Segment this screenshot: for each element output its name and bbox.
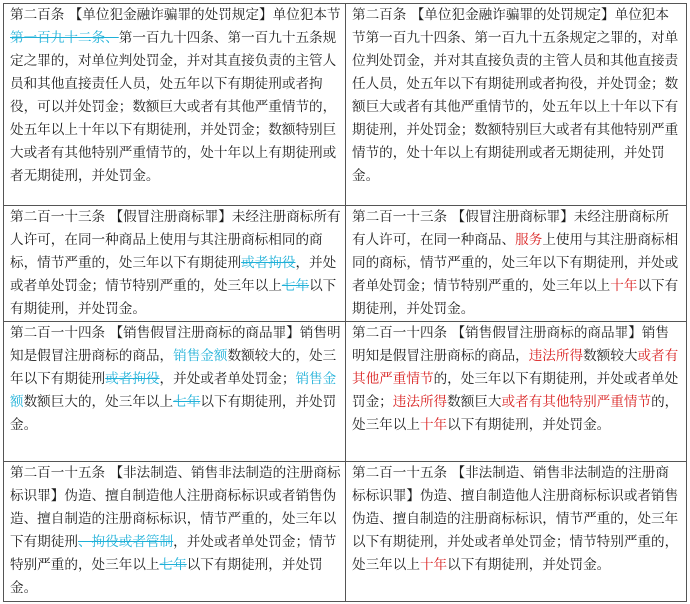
added-text: 违法所得 [528,348,584,364]
article-text: 数额巨大 [447,394,502,410]
article-text: 第二百一十三条 【假冒注册商标罪】未经注册商标所有人许可，在同一种商品上使用与其注册商标相同的商标，情节严重的，处三年以下有期徒刑 [10,209,341,271]
deleted-text: 七年 [173,394,201,410]
added-text: 十年 [419,417,448,433]
article-text: 以下有期徒刑，并处罚金。 [10,278,337,317]
article-text: 第二百一十三条 【假冒注册商标罪】未经注册商标所有人许可，在同一种商品、 [352,209,669,248]
new-article-cell [346,462,687,602]
article-text: 数额较大 [583,348,638,364]
article-text: 数额较大的，处三年以下有期徒刑 [10,348,337,387]
article-text: 以下有期徒刑，并处罚金。 [352,278,679,317]
article-text: 第二百条 【单位犯金融诈骗罪的处罚规定】单位犯本节第一百九十四条、第一百九十五条规定之罪的，对单位判处罚金，并对其直接负责的主管人员和其他直接责任人员，处五年以下有期徒刑或者拘役，并处罚金；数额巨大或者有其他严重情节的，处五年以上十年以下有期徒刑，并处罚金；数额特别巨大或者有其他特别严重情节的，处十年以上有期徒刑或者无期徒刑，并处罚金。 [352,7,679,184]
table-row [4,206,687,322]
deleted-text: 七年 [281,278,310,294]
added-text: 或者有其他特别严重情节 [501,394,652,410]
old-article-cell [4,462,346,602]
table-row [4,4,687,206]
added-text: 十年 [419,557,448,573]
table-row [4,322,687,462]
added-text: 违法所得 [392,394,448,410]
new-article-cell [346,4,687,206]
deleted-text: 、拘役或者管制 [77,534,174,550]
article-text: 以下有期徒刑，并处罚金。 [10,557,323,596]
comparison-table [3,3,687,602]
added-text: 十年 [610,278,638,294]
table-row [4,462,687,602]
article-text: 以下有期徒刑，并处罚金。 [447,417,611,433]
deleted-text: 或者拘役 [105,371,160,387]
article-text: 上使用与其注册商标相同的商标，情节严重的，处三年以下有期徒刑，并处或者单处罚金；情节特别严重的，处三年以上 [352,232,679,294]
article-text: 第一百九十四条、第一百九十五条规定之罪的，对单位判处罚金，并对其直接负责的主管人员和其他直接责任人员，处五年以下有期徒刑或者拘役，可以并处罚金；数额巨大或者有其他严重情节的，处五年以上十年以下有期徒刑，并处罚金；数额特别巨大或者有其他特别严重情节的，处十年以上有期徒刑或者无期徒刑，并处罚金。 [10,30,337,184]
article-text: 第二百一十四条 【销售假冒注册商标的商品罪】销售明知是假冒注册商标的商品， [352,325,669,364]
new-article-cell [346,206,687,322]
article-text: 以下有期徒刑，并处罚金。 [447,557,611,573]
new-article-cell [346,322,687,462]
article-text: 数额巨大的，处三年以上 [23,394,174,410]
article-text: 的，处三年以下有期徒刑，并处或者单处罚金； [352,371,679,410]
article-text: ，并处或者单处罚金；情节特别严重的，处三年以上 [10,534,337,573]
article-text: 第二百一十四条 【销售假冒注册商标的商品罪】销售明知是假冒注册商标的商品， [10,325,341,364]
article-text: 第二百条 【单位犯金融诈骗罪的处罚规定】单位犯本节 [10,7,341,23]
changed-text: 销售金额 [173,348,228,364]
article-text: 第二百一十五条 【非法制造、销售非法制造的注册商标标识罪】伪造、擅自制造他人注册商标标识或者销售伪造、擅自制造的注册商标标识，情节严重的，处三年以下有期徒刑 [10,465,341,550]
deleted-text: 第一百九十二条、 [10,30,119,46]
old-article-cell [4,206,346,322]
article-text: ，并处或者单处罚金；情节特别严重的，处三年以上 [10,255,337,294]
added-text: 服务 [515,232,543,248]
article-text: ，并处或者单处罚金； [159,371,296,387]
article-text: 的，处三年以上 [352,394,679,433]
article-text: 以下有期徒刑，并处罚金。 [10,394,337,433]
article-text: 第二百一十五条 【非法制造、销售非法制造的注册商标标识罪】伪造、擅自制造他人注册商标标识或者销售伪造、擅自制造的注册商标标识，情节严重的，处三年以下有期徒刑，并处或者单处罚金；情节特别严重的，处三年以上 [352,465,679,573]
deleted-text: 或者拘役 [241,255,296,271]
deleted-text: 七年 [159,557,187,573]
changed-text: 销售金额 [10,371,337,410]
old-article-cell [4,322,346,462]
added-text: 或者有其他严重情节 [352,348,679,387]
old-article-cell [4,4,346,206]
